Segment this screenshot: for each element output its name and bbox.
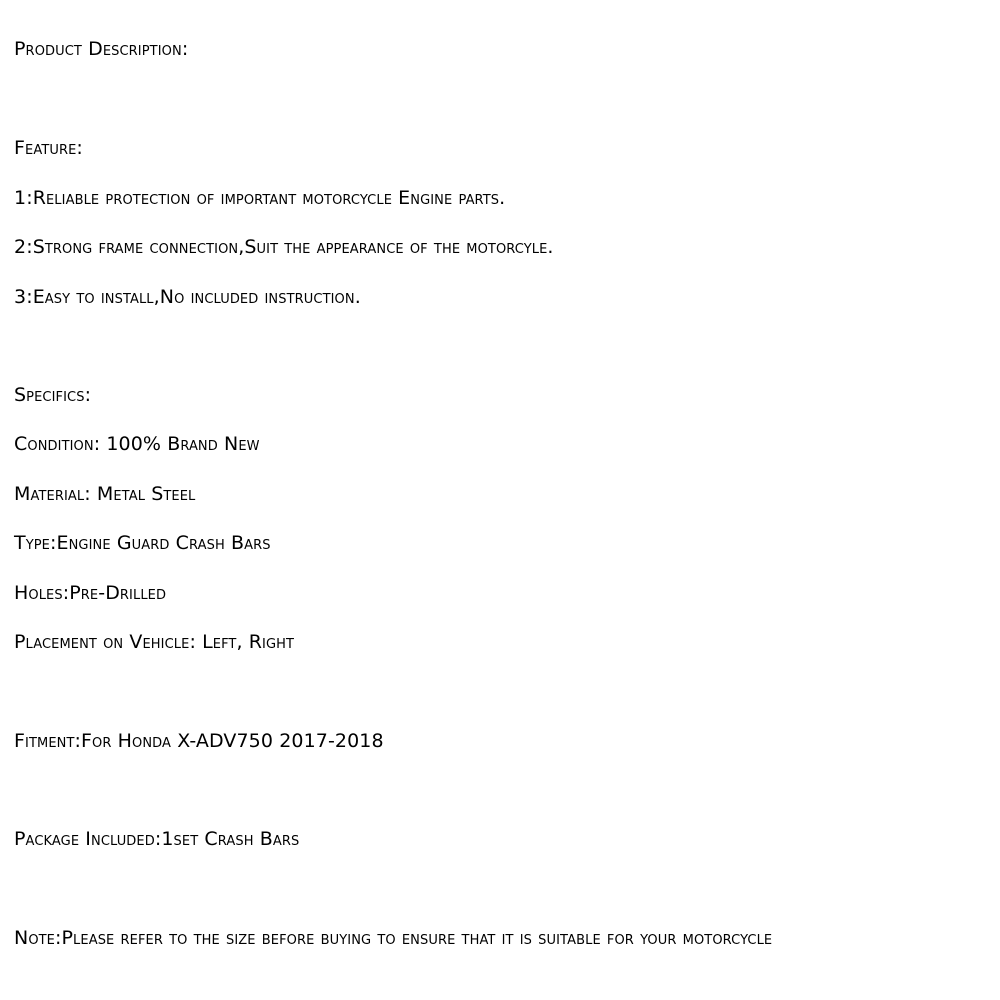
spec-holes: Holes:Pre-Drilled [14,582,167,604]
feature-heading: Feature: [14,137,83,159]
specifics-heading: Specifics: [14,384,92,406]
product-description-heading: Product Description: [14,38,189,60]
fitment-line: Fitment:For Honda X-ADV750 2017-2018 [14,730,384,752]
feature-item-2: 2:Strong frame connection,Suit the appearance of the motorcyle. [14,236,554,258]
note-line: Note:Please refer to the size before buying to ensure that it is suitable for your motorcycle [14,927,773,949]
feature-item-3: 3:Easy to install,No included instruction. [14,286,361,308]
spec-material: Material: Metal Steel [14,483,196,505]
feature-item-1: 1:Reliable protection of important motorcycle Engine parts. [14,187,506,209]
spec-type: Type:Engine Guard Crash Bars [14,532,271,554]
spec-condition: Condition: 100% Brand New [14,433,260,455]
spec-placement: Placement on Vehicle: Left, Right [14,631,295,653]
package-included-line: Package Included:1set Crash Bars [14,828,300,850]
